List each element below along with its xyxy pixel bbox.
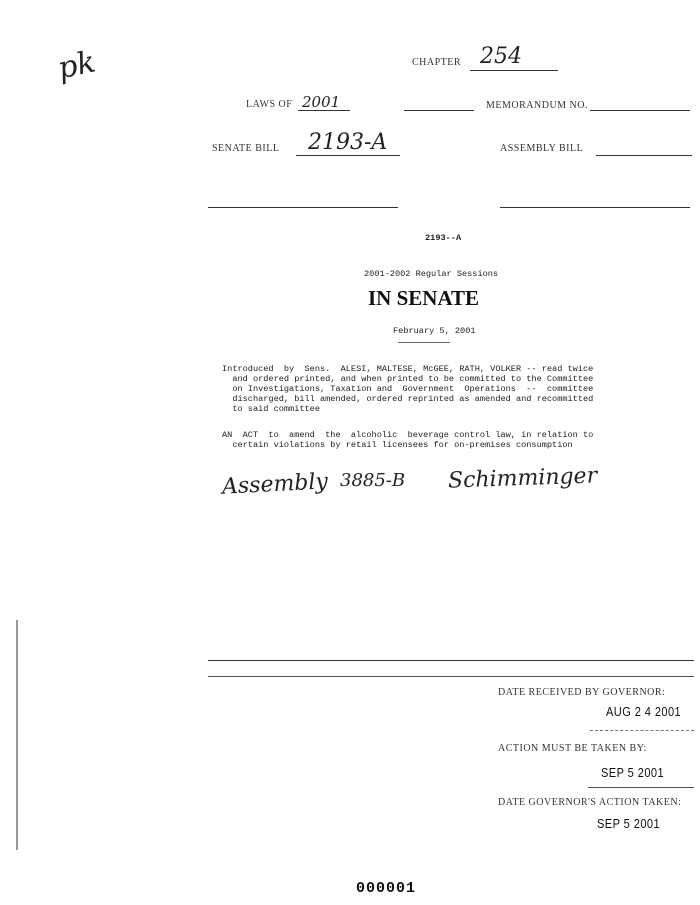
session-title: 2001-2002 Regular Sessions bbox=[364, 269, 499, 279]
blank-line bbox=[404, 110, 474, 111]
memorandum-label: MEMORANDUM NO. bbox=[486, 100, 589, 111]
action-due-underline bbox=[588, 787, 694, 788]
lower-separator-2 bbox=[208, 676, 694, 677]
introduced-line: discharged, bill amended, ordered reprinted as amended and recommitted bbox=[222, 394, 594, 404]
handwritten-assembly-number: 3885-B bbox=[340, 470, 406, 491]
bill-number: 2193--A bbox=[425, 233, 462, 243]
introduced-date: February 5, 2001 bbox=[393, 326, 476, 336]
memorandum-underline bbox=[590, 110, 690, 111]
page-number: 000001 bbox=[356, 880, 417, 897]
chapter-label: CHAPTER bbox=[412, 57, 462, 68]
separator-left bbox=[208, 207, 398, 208]
received-underline bbox=[590, 730, 694, 731]
laws-year: 2001 bbox=[302, 93, 341, 111]
assembly-bill-underline bbox=[596, 155, 692, 156]
introduced-line: and ordered printed, and when printed to be committed to the Committee bbox=[222, 374, 594, 384]
action-due-date-stamp: SEP 5 2001 bbox=[601, 765, 665, 780]
action-taken-label: DATE GOVERNOR'S ACTION TAKEN: bbox=[498, 797, 682, 808]
handwritten-sponsor-name: Schimminger bbox=[447, 463, 598, 494]
senate-bill-label: SENATE BILL bbox=[212, 143, 280, 154]
laws-label: LAWS OF bbox=[246, 99, 293, 110]
introduced-paragraph bbox=[222, 364, 593, 414]
lower-separator-1 bbox=[208, 660, 694, 661]
act-paragraph bbox=[222, 430, 593, 450]
handwritten-initials: pk bbox=[54, 44, 99, 87]
date-underline bbox=[398, 342, 450, 343]
handwritten-assembly: Assembly bbox=[221, 469, 329, 500]
chapter-number: 254 bbox=[480, 44, 522, 69]
assembly-bill-label: ASSEMBLY BILL bbox=[500, 143, 584, 154]
act-line: AN ACT to amend the alcoholic beverage control law, in relation to bbox=[222, 430, 594, 440]
introduced-line: to said committee bbox=[222, 404, 320, 414]
laws-underline bbox=[298, 110, 350, 111]
scan-edge-artifact bbox=[16, 620, 18, 850]
received-date-stamp: AUG 2 4 2001 bbox=[606, 704, 682, 719]
introduced-line: Introduced by Sens. ALESI, MALTESE, McGEE, RATH, VOLKER -- read twice bbox=[222, 364, 594, 374]
introduced-line: on Investigations, Taxation and Government Operations -- committee bbox=[222, 384, 594, 394]
senate-bill-underline bbox=[296, 155, 400, 156]
received-label: DATE RECEIVED BY GOVERNOR: bbox=[498, 687, 666, 698]
senate-bill-number: 2193-A bbox=[308, 130, 388, 155]
separator-right bbox=[500, 207, 690, 208]
house-title: IN SENATE bbox=[368, 286, 480, 310]
chapter-underline bbox=[470, 70, 558, 71]
action-taken-date-stamp: SEP 5 2001 bbox=[597, 816, 661, 831]
act-line: certain violations by retail licensees for on-premises consumption bbox=[222, 440, 573, 450]
action-due-label: ACTION MUST BE TAKEN BY: bbox=[498, 743, 647, 754]
